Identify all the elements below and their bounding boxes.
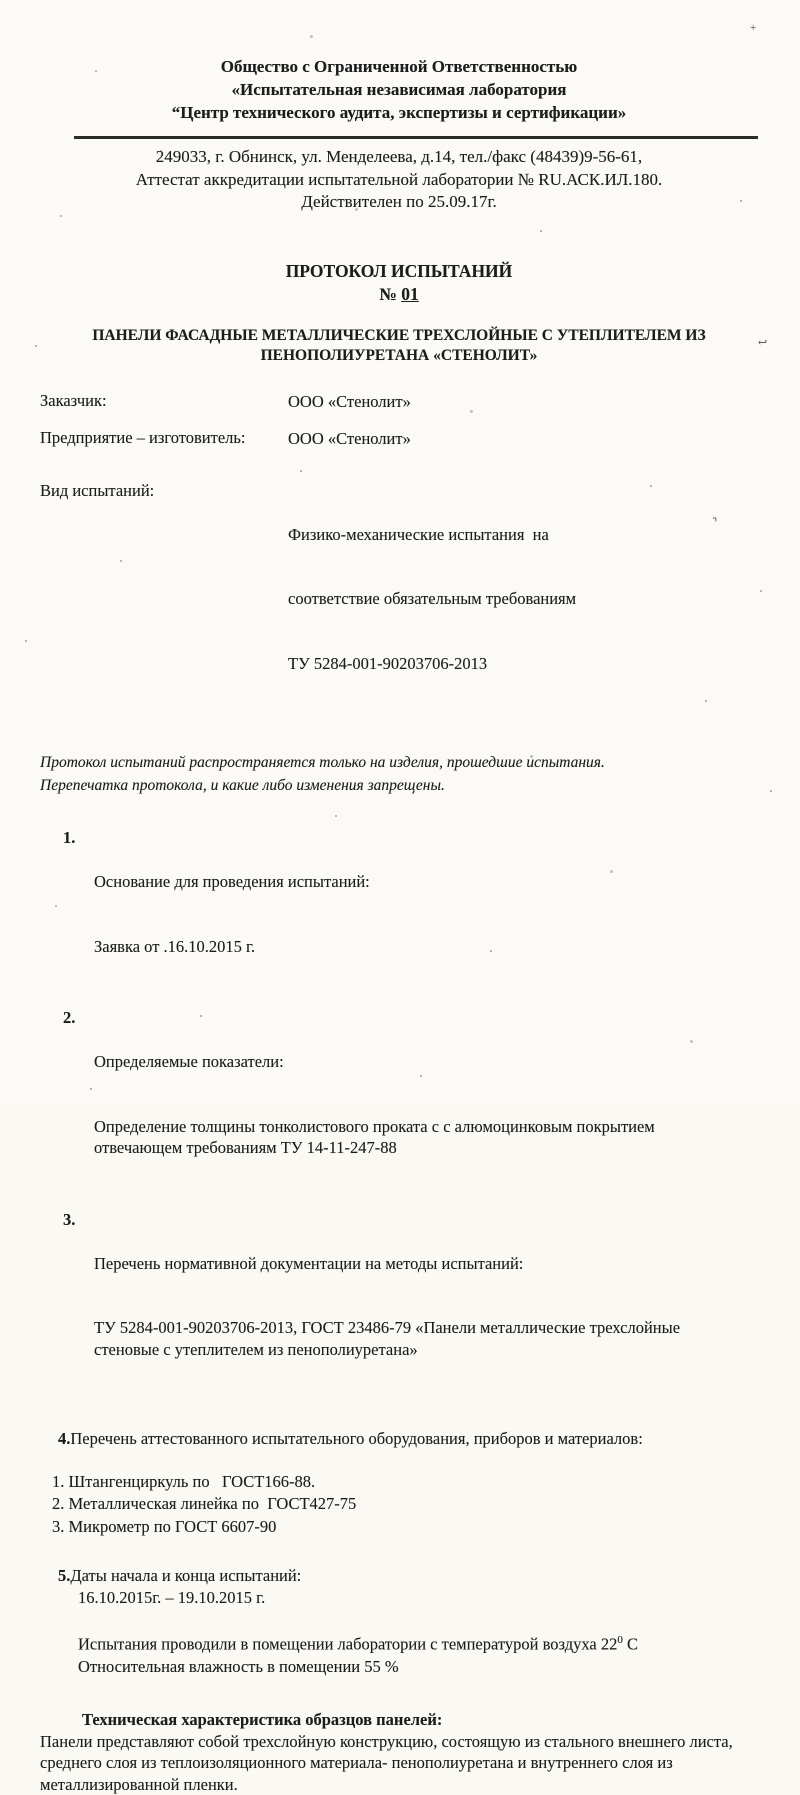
temperature-line	[78, 1629, 758, 1656]
fields-block	[40, 391, 758, 718]
field-label: Заказчик:	[40, 391, 288, 413]
scan-speck	[160, 150, 162, 152]
scan-speck	[760, 590, 762, 592]
item-body: ТУ 5284-001-90203706-2013, ГОСТ 23486-79 «Панели металлические трехслойные стеновые с утеплителем из пенополиуретана»	[94, 1317, 730, 1360]
item-number: 3.	[63, 1210, 94, 1404]
org-line: «Испытательная независимая лаборатория	[40, 78, 758, 101]
list-item-2	[40, 1008, 758, 1202]
scan-speck	[420, 1075, 422, 1077]
scan-speck	[310, 35, 313, 38]
disclaimer-line: Перепечатка протокола, и какие либо изменения запрещены.	[40, 774, 758, 797]
temperature-unit: С	[623, 1634, 638, 1653]
equipment-item: 3. Микрометр по ГОСТ 6607-90	[52, 1516, 758, 1539]
scan-speck	[490, 950, 492, 952]
accreditation-line: Аттестат аккредитации испытательной лаборатории № RU.АСК.ИЛ.180.	[40, 169, 758, 192]
section4-title	[58, 1428, 758, 1450]
section5	[40, 1565, 758, 1609]
scan-speck	[35, 345, 37, 347]
item-title: Перечень нормативной документации на методы испытаний:	[94, 1253, 730, 1275]
scan-speck	[430, 600, 433, 603]
organization-header	[40, 55, 758, 124]
protocol-number	[40, 283, 758, 306]
item-content	[94, 1210, 730, 1404]
section-title-text: Даты начала и конца испытаний:	[70, 1566, 301, 1585]
temperature-superscript: 0	[617, 1634, 623, 1646]
scan-speck	[705, 700, 707, 702]
field-label: Предприятие – изготовитель:	[40, 428, 288, 450]
section5-title	[58, 1565, 758, 1587]
field-manufacturer	[40, 428, 758, 450]
field-value	[288, 481, 576, 718]
temperature-text: Испытания проводили в помещении лаборатории с температурой воздуха 22	[78, 1634, 617, 1653]
item-content	[94, 828, 730, 1000]
scan-speck	[530, 755, 533, 758]
scan-speck	[610, 870, 613, 873]
scan-speck	[335, 815, 337, 817]
validity-line: Действителен по 25.09.17г.	[40, 191, 758, 214]
equipment-item: 1. Штангенциркуль по ГОСТ166-88.	[52, 1471, 758, 1494]
numbered-list	[40, 828, 758, 1403]
field-value: ООО «Стенолит»	[288, 391, 411, 413]
section-number: 4.	[58, 1429, 70, 1448]
document-title	[40, 260, 758, 306]
list-item-3	[40, 1210, 758, 1404]
disclaimer	[40, 751, 758, 797]
item-body: Определение толщины тонколистового проката с с алюмоцинковым покрытием отвечающем требованиям ТУ 14-11-247-88	[94, 1116, 730, 1159]
org-line: “Центр технического аудита, экспертизы и сертификации»	[40, 101, 758, 124]
protocol-title: ПРОТОКОЛ ИСПЫТАНИЙ	[40, 260, 758, 283]
org-line: Общество с Ограниченной Ответственностью	[40, 55, 758, 78]
scan-speck	[690, 1040, 693, 1043]
list-item-1	[40, 828, 758, 1000]
scan-artifact: ⌝	[712, 516, 717, 529]
address-line: 249033, г. Обнинск, ул. Менделеева, д.14, тел./факс (48439)9-56-61,	[40, 146, 758, 169]
scan-speck	[60, 215, 62, 217]
scan-artifact: +	[750, 22, 756, 34]
section-title-text: Перечень аттестованного испытательного оборудования, приборов и материалов:	[70, 1429, 642, 1448]
item-number: 2.	[63, 1008, 94, 1202]
scan-speck	[650, 485, 652, 487]
test-type-line: Физико-механические испытания на	[288, 524, 576, 546]
item-title: Определяемые показатели:	[94, 1051, 730, 1073]
protocol-number-prefix: №	[379, 284, 401, 304]
protocol-number-value: 01	[401, 284, 419, 304]
equipment-list	[52, 1471, 758, 1539]
item-title: Основание для проведения испытаний:	[94, 871, 730, 893]
field-test-type	[40, 481, 758, 718]
field-customer	[40, 391, 758, 413]
scan-speck	[770, 790, 772, 792]
field-value: ООО «Стенолит»	[288, 428, 411, 450]
tech-body: Панели представляют собой трехслойную конструкцию, состоящую из стального внешнего листа, среднего слоя из теплоизоляционного материала- пенополиуретана и внутреннего слоя из металлизированной пленки.	[40, 1731, 740, 1795]
test-type-line: ТУ 5284-001-90203706-2013	[288, 653, 576, 675]
scan-speck	[95, 70, 97, 72]
item-body: Заявка от .16.10.2015 г.	[94, 936, 730, 958]
document-subject: ПАНЕЛИ ФАСАДНЫЕ МЕТАЛЛИЧЕСКИЕ ТРЕХСЛОЙНЫЕ С УТЕПЛИТЕЛЕМ ИЗ ПЕНОПОЛИУРЕТАНА «СТЕНОЛИТ»	[69, 326, 729, 366]
field-label: Вид испытаний:	[40, 481, 288, 718]
scan-speck	[55, 905, 57, 907]
scan-speck	[470, 410, 473, 413]
test-dates: 16.10.2015г. – 19.10.2015 г.	[78, 1587, 758, 1609]
scan-speck	[25, 640, 27, 642]
item-number: 1.	[63, 828, 94, 1000]
scan-speck	[355, 208, 358, 211]
address-block	[40, 146, 758, 214]
technical-characteristics	[40, 1709, 758, 1795]
section-number: 5.	[58, 1566, 70, 1585]
item-content	[94, 1008, 730, 1202]
equipment-item: 2. Металлическая линейка по ГОСТ427-75	[52, 1493, 758, 1516]
scan-speck	[740, 200, 742, 202]
humidity-line: Относительная влажность в помещении 55 %	[78, 1656, 758, 1679]
scan-speck	[300, 470, 302, 472]
scan-speck	[540, 230, 542, 232]
header-divider	[74, 136, 758, 139]
tech-title: Техническая характеристика образцов панелей:	[82, 1709, 758, 1731]
disclaimer-line: Протокол испытаний распространяется только на изделия, прошедшие испытания.	[40, 751, 758, 774]
scan-speck	[120, 560, 122, 562]
scan-speck	[90, 1088, 92, 1090]
scan-artifact: ↩	[758, 336, 767, 349]
test-conditions	[78, 1629, 758, 1679]
test-type-line: соответствие обязательным требованиям	[288, 588, 576, 610]
scan-speck	[200, 1015, 202, 1017]
